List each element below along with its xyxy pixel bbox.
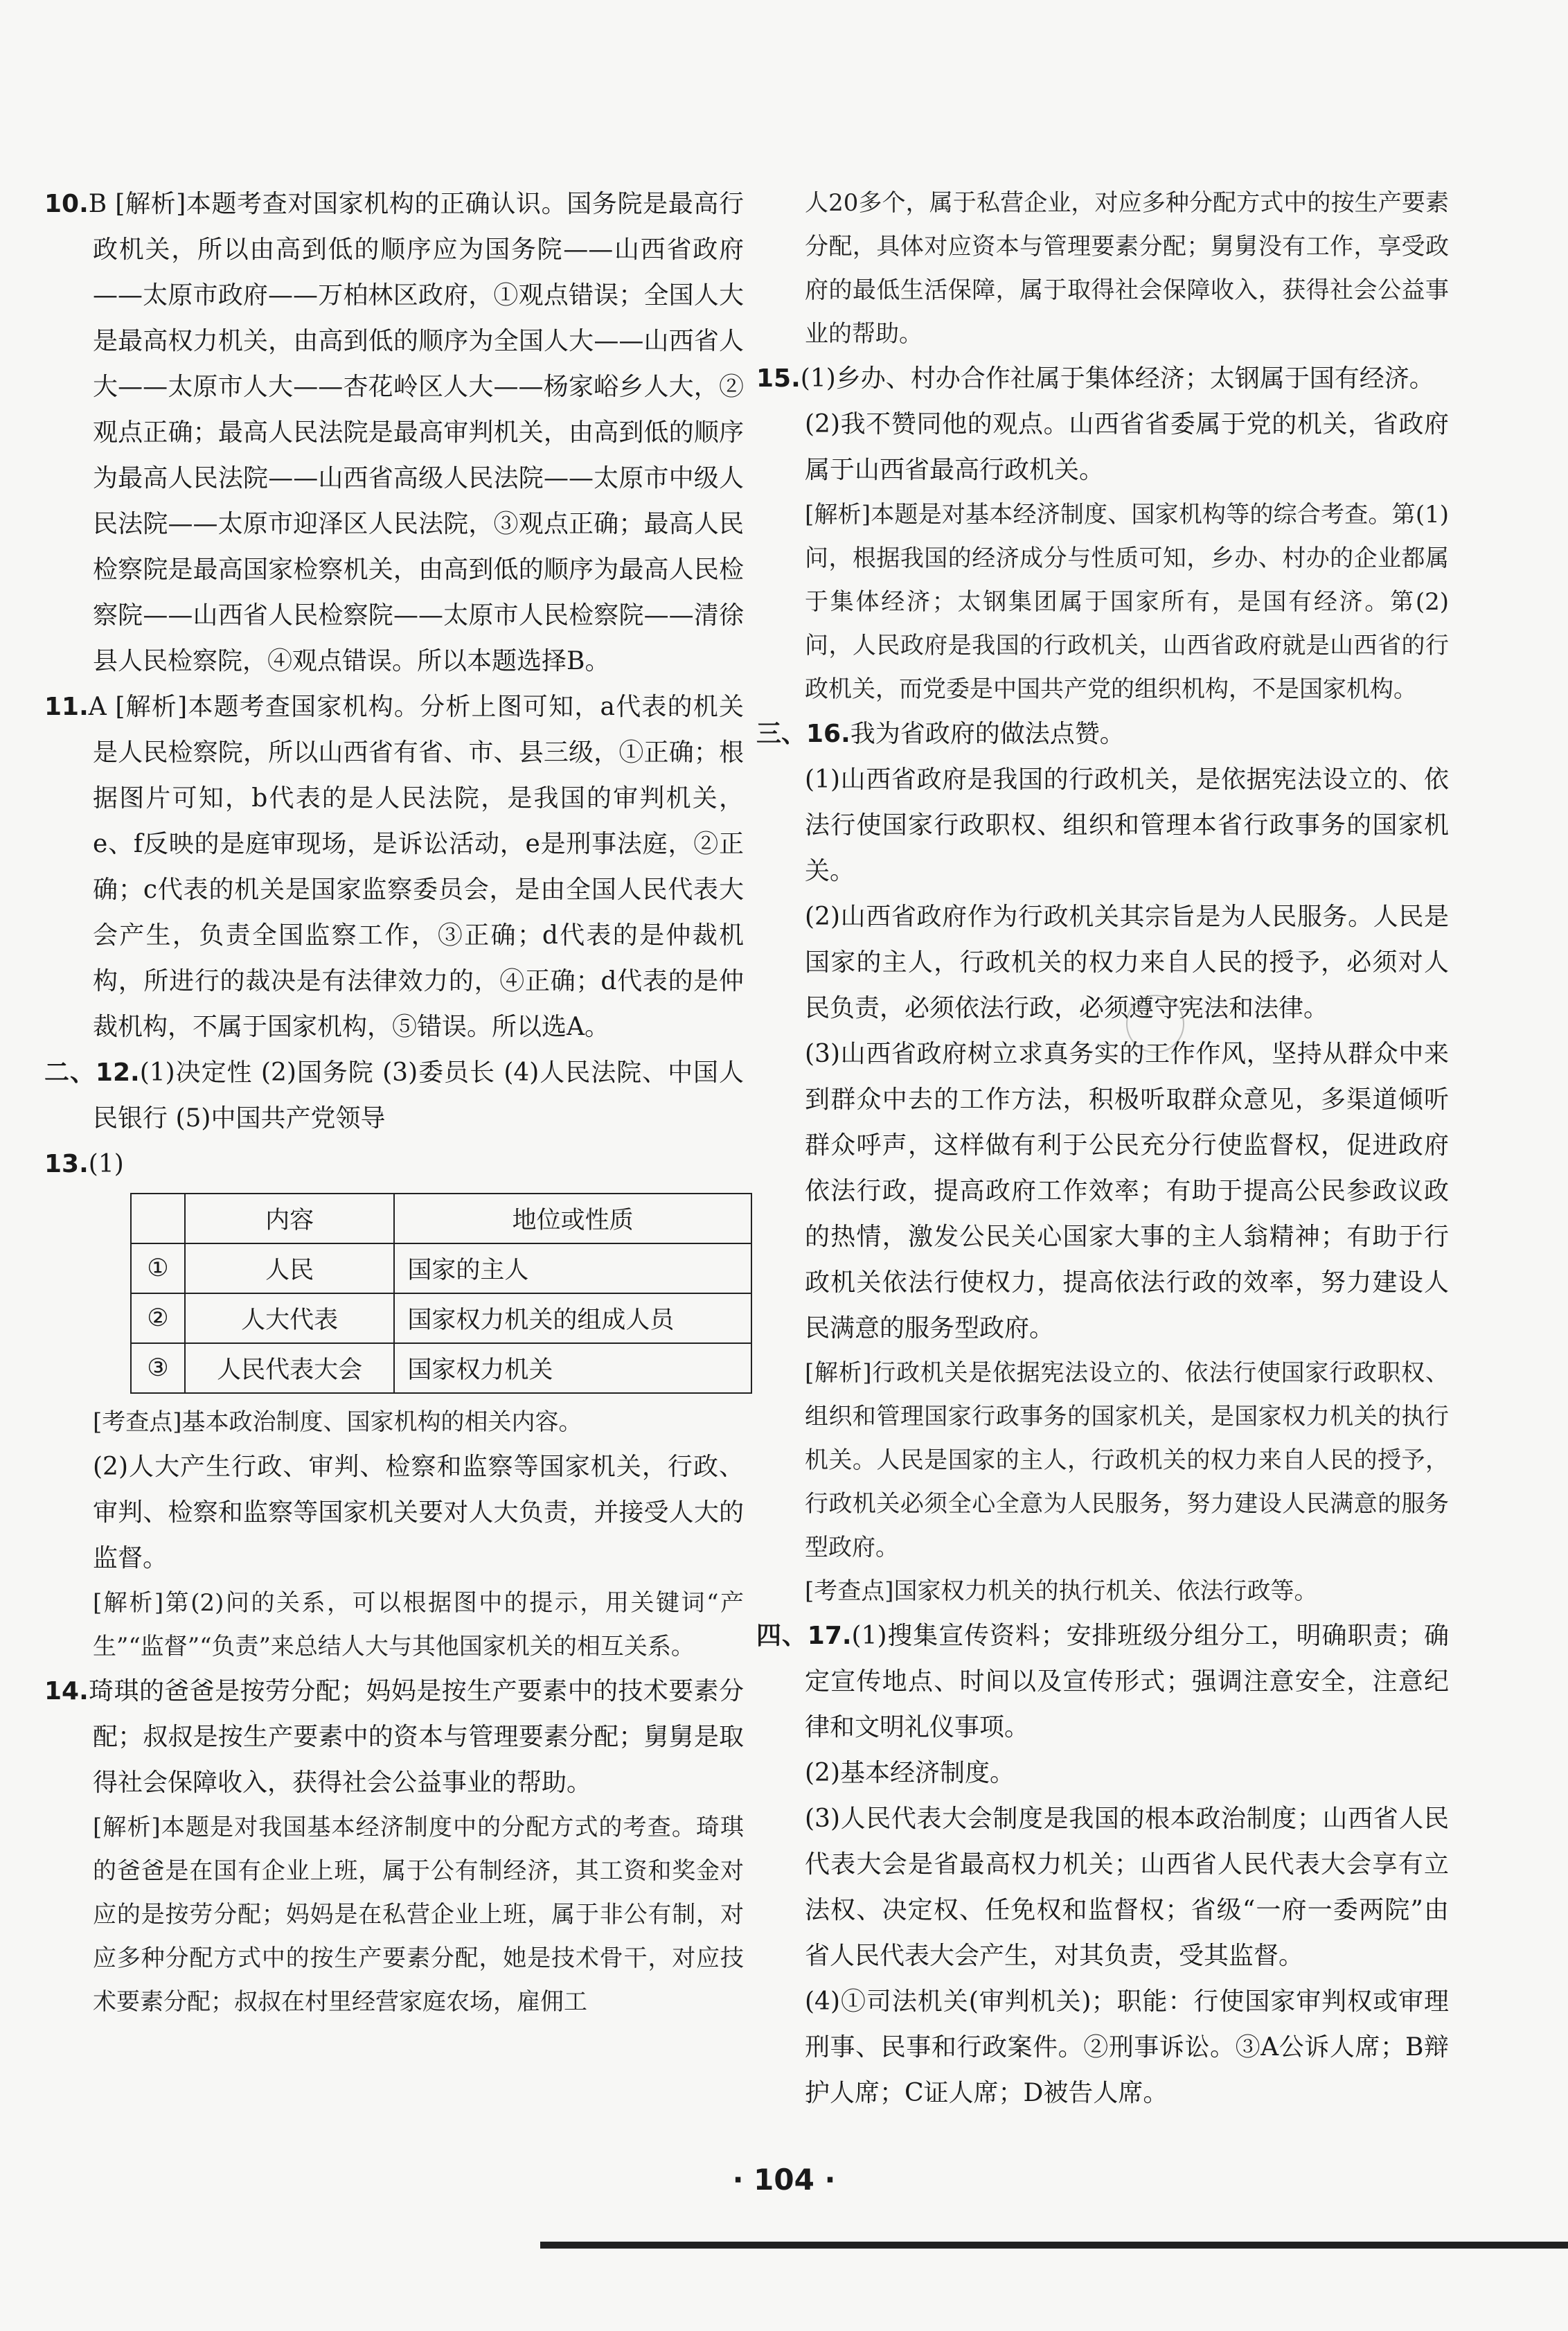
- answer-text: (1): [88, 1150, 124, 1178]
- answer-10: [44, 181, 744, 684]
- table-header: [131, 1194, 185, 1243]
- answer-text: A [解析]本题考查国家机构。分析上图可知，a代表的机关是人民检察院，所以山西省有省、市、县三级，①正确；根据图片可知，b代表的是人民法院，是我国的审判机关，e、f反映的是庭审现场，是诉讼活动，e是刑事法庭，②正确；c代表的机关是国家监察委员会，是由全国人民代表大会产生，负责全国监察工作，③正确；d代表的是仲裁机构，所进行的裁决是有法律效力的，④正确；d代表的是仲裁机构，不属于国家机构，⑤错误。所以选A。: [88, 693, 744, 1041]
- question-number: 二、12.: [44, 1058, 140, 1087]
- jiexi-15: [解析]本题是对基本经济制度、国家机构等的综合考查。第(1)问，根据我国的经济成分与性质可知，乡办、村办的企业都属于集体经济；太钢集团属于国家所有，是国有经济。第(2)问，人民政府是我国的行政机关，山西省政府就是山西省的行政机关，而党委是中国共产党的组织机构，不是国家机构。: [805, 501, 1449, 703]
- faint-stamp-mark: [1126, 995, 1184, 1053]
- table-cell: 人民: [185, 1243, 394, 1293]
- answer-15: [756, 356, 1449, 402]
- answer-text: (1)乡办、村办合作社属于集体经济；太钢属于国有经济。: [800, 364, 1434, 393]
- table-cell: ②: [131, 1293, 185, 1343]
- question-number: 10.: [44, 190, 89, 218]
- table-header: 内容: [185, 1194, 394, 1243]
- kaochadian-16: [考查点]国家权力机关的执行机关、依法行政等。: [805, 1577, 1318, 1605]
- jiexi-14: [解析]本题是对我国基本经济制度中的分配方式的考查。琦琪的爸爸是在国有企业上班，属于公有制经济，其工资和奖金对应的是按劳分配；妈妈是在私营企业上班，属于非公有制，对应多种分配方式中的按生产要素分配，她是技术骨干，对应技术要素分配；叔叔在村里经营家庭农场，雇佣工: [93, 1814, 744, 2016]
- answer-14: [44, 1669, 744, 1806]
- answer-13-part2: (2)人大产生行政、审判、检察和监察等国家机关，行政、审判、检察和监察等国家机关要对人大负责，并接受人大的监督。: [93, 1453, 744, 1572]
- answer-17-part2: (2)基本经济制度。: [805, 1759, 1015, 1787]
- question-number: 13.: [44, 1150, 89, 1178]
- answer-text: 我为省政府的做法点赞。: [850, 720, 1125, 748]
- answer-16: [756, 711, 1449, 757]
- answer-text: 琦琪的爸爸是按劳分配；妈妈是按生产要素中的技术要素分配；叔叔是按生产要素中的资本与管理要素分配；舅舅是取得社会保障收入，获得社会公益事业的帮助。: [88, 1677, 744, 1797]
- answer-15-part2: (2)我不赞同他的观点。山西省省委属于党的机关，省政府属于山西省最高行政机关。: [805, 410, 1449, 484]
- table-cell: 人大代表: [185, 1293, 394, 1343]
- question-number: 14.: [44, 1677, 89, 1705]
- table-cell: ③: [131, 1343, 185, 1393]
- question-number: 三、16.: [756, 720, 850, 748]
- answer-13-table: [130, 1193, 752, 1394]
- table-header-row: [131, 1194, 751, 1243]
- answer-17-part4: (4)①司法机关(审判机关)；职能：行使国家审判权或审理刑事、民事和行政案件。②刑事诉讼。③A公诉人席；B辩护人席；C证人席；D被告人席。: [805, 1987, 1449, 2107]
- answer-text: (1)决定性 (2)国务院 (3)委员长 (4)人民法院、中国人民银行 (5)中国共产党领导: [93, 1058, 744, 1133]
- question-number: 四、17.: [756, 1622, 852, 1650]
- answer-text: (1)搜集宣传资料；安排班级分组分工，明确职责；确定宣传地点、时间以及宣传形式；强调注意安全，注意纪律和文明礼仪事项。: [805, 1622, 1449, 1741]
- answer-16-part1: (1)山西省政府是我国的行政机关，是依据宪法设立的、依法行使国家行政职权、组织和管理本省行政事务的国家机关。: [805, 765, 1449, 885]
- table-cell: 国家权力机关: [394, 1343, 751, 1393]
- question-number: 11.: [44, 693, 89, 721]
- page-number: · 104 ·: [732, 2163, 836, 2197]
- table-row: [131, 1243, 751, 1293]
- table-cell: ①: [131, 1243, 185, 1293]
- scan-edge-bar: [540, 2242, 1568, 2249]
- answer-13: [44, 1142, 744, 1187]
- right-column: [756, 181, 1449, 2116]
- answer-16-part3: (3)山西省政府树立求真务实的工作作风，坚持从群众中来到群众中去的工作方法，积极听取群众意见，多渠道倾听群众呼声，这样做有利于公民充分行使监督权，促进政府依法行政，提高政府工作效率；有助于提高公民参政议政的热情，激发公民关心国家大事的主人翁精神；有助于行政机关依法行使权力，提高依法行政的效率，努力建设人民满意的服务型政府。: [805, 1040, 1449, 1342]
- jiexi-13: [解析]第(2)问的关系，可以根据图中的提示，用关键词“产生”“监督”“负责”来总结人大与其他国家机关的相互关系。: [93, 1589, 744, 1660]
- answer-11: [44, 684, 744, 1050]
- jiexi-14-continued: 人20多个，属于私营企业，对应多种分配方式中的按生产要素分配，具体对应资本与管理要素分配；舅舅没有工作，享受政府的最低生活保障，属于取得社会保障收入，获得社会公益事业的帮助。: [805, 189, 1449, 348]
- jiexi-16: [解析]行政机关是依据宪法设立的、依法行使国家行政职权、组织和管理国家行政事务的国家机关，是国家权力机关的执行机关。人民是国家的主人，行政机关的权力来自人民的授予，行政机关必须全心全意为人民服务，努力建设人民满意的服务型政府。: [805, 1359, 1449, 1561]
- answer-17-part3: (3)人民代表大会制度是我国的根本政治制度；山西省人民代表大会是省最高权力机关；山西省人民代表大会享有立法权、决定权、任免权和监督权；省级“一府一委两院”由省人民代表大会产生，对其负责，受其监督。: [805, 1805, 1449, 1970]
- kaochadian-13: [考查点]基本政治制度、国家机构的相关内容。: [93, 1408, 582, 1436]
- table-row: [131, 1293, 751, 1343]
- table-header: 地位或性质: [394, 1194, 751, 1243]
- question-number: 15.: [756, 364, 801, 393]
- answer-text: B [解析]本题考查对国家机构的正确认识。国务院是最高行政机关，所以由高到低的顺序应为国务院——山西省政府——太原市政府——万柏林区政府，①观点错误；全国人大是最高权力机关，由高到低的顺序为全国人大——山西省人大——太原市人大——杏花岭区人大——杨家峪乡人大，②观点正确；最高人民法院是最高审判机关，由高到低的顺序为最高人民法院——山西省高级人民法院——太原市中级人民法院——太原市迎泽区人民法院，③观点正确；最高人民检察院是最高国家检察机关，由高到低的顺序为最高人民检察院——山西省人民检察院——太原市人民检察院——清徐县人民检察院，④观点错误。所以本题选择B。: [88, 190, 744, 675]
- table-row: [131, 1343, 751, 1393]
- table-cell: 国家权力机关的组成人员: [394, 1293, 751, 1343]
- left-column: [44, 181, 744, 2024]
- table-cell: 人民代表大会: [185, 1343, 394, 1393]
- table-cell: 国家的主人: [394, 1243, 751, 1293]
- answer-17: [756, 1613, 1449, 1751]
- answer-12: [44, 1050, 744, 1142]
- answer-16-part2: (2)山西省政府作为行政机关其宗旨是为人民服务。人民是国家的主人，行政机关的权力来自人民的授予，必须对人民负责，必须依法行政，必须遵守宪法和法律。: [805, 903, 1449, 1022]
